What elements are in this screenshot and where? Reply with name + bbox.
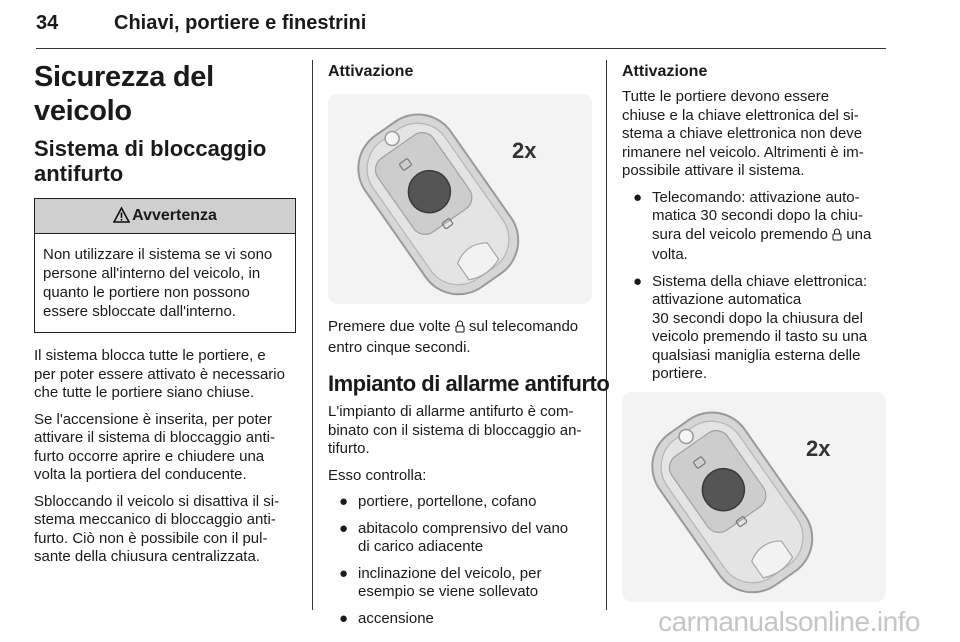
column-2 xyxy=(328,60,610,636)
section-title: Sicurezza del veicolo xyxy=(34,61,214,127)
controls-label: Esso controlla: xyxy=(328,466,427,484)
list-item xyxy=(328,610,592,629)
press-count-label: 2x xyxy=(512,138,537,163)
activation-caption xyxy=(328,318,592,357)
warning-triangle-icon xyxy=(113,202,130,236)
chapter-title: Chiavi, portiere e finestrini xyxy=(114,12,367,34)
alarm-intro: L'impianto di allarme antifurto è com- binato con il sistema di bloccaggio an- tifurto. xyxy=(328,403,582,457)
activation-intro: Tutte le portiere devono essere chiuse e la chiave elettronica del si- stema a chiave elettronica non deve rimanere nel veicolo. Altrimenti è im- possibile attivare il sistema. xyxy=(622,88,864,179)
bullet1-after: una volta. xyxy=(652,225,872,263)
list-item xyxy=(622,189,888,265)
caption-before: Premere due volte xyxy=(328,318,455,335)
warning-header xyxy=(35,199,295,234)
list-item-text: portiere, portellone, cofano xyxy=(358,493,537,510)
column-1 xyxy=(34,60,296,575)
key-fob-illustration xyxy=(328,94,592,304)
key-fob-illustration xyxy=(622,392,886,602)
warning-title: Avvertenza xyxy=(132,207,217,224)
activation-list xyxy=(622,189,888,384)
watermark: carmanualsonline.info xyxy=(658,606,920,637)
paragraph: Se l'accensione è inserita, per poter attivare il sistema di bloccaggio anti- furto occorre aprire e chiudere una volta la portiera del conducente. xyxy=(34,410,275,483)
bullet: ● xyxy=(339,609,349,627)
press-count-label: 2x xyxy=(806,435,831,461)
list-item xyxy=(328,520,592,557)
caption-after: sul telecomando entro cinque secondi. xyxy=(328,318,579,356)
warning-box xyxy=(34,198,296,333)
list-item-text: Sistema della chiave elettronica: attivazione automatica 30 secondi dopo la chiusura del veicolo premendo il tasto su una qualsiasi maniglia esterna delle portiere. xyxy=(652,272,868,382)
bullet: ● xyxy=(633,188,643,206)
lock-icon xyxy=(832,228,842,247)
lock-icon xyxy=(455,320,465,339)
list-item-text: inclinazione del veicolo, per esempio se viene sollevato xyxy=(358,564,542,600)
list-item xyxy=(328,565,592,602)
alarm-title: Impianto di allarme antifurto xyxy=(328,371,610,396)
list-item xyxy=(622,273,888,384)
header-rule xyxy=(36,48,886,49)
column-divider-2 xyxy=(606,60,607,610)
column-3 xyxy=(622,60,888,602)
column-divider-1 xyxy=(312,60,313,610)
warning-text: Non utilizzare il sistema se vi sono persone all'interno del veicolo, in quanto le portiere non possono essere sbloccate dall'interno. xyxy=(43,246,273,320)
activation-heading: Attivazione xyxy=(622,63,708,80)
bullet: ● xyxy=(339,519,349,537)
bullet1-before: Telecomando: attivazione auto- matica 30 secondi dopo la chiu- sura del veicolo premendo xyxy=(652,188,863,243)
key-fob-icon xyxy=(343,99,534,304)
controls-list xyxy=(328,493,592,628)
list-item-text: abitacolo comprensivo del vano di carico adiacente xyxy=(358,519,569,555)
list-item xyxy=(328,493,592,512)
bullet: ● xyxy=(339,564,349,582)
key-fob-icon xyxy=(637,396,828,601)
activation-heading: Attivazione xyxy=(328,63,414,80)
page-number: 34 xyxy=(36,12,59,34)
bullet: ● xyxy=(339,493,349,510)
page-header xyxy=(36,8,886,46)
list-item-text: accensione xyxy=(358,609,434,627)
paragraph: Il sistema blocca tutte le portiere, e per poter essere attivato è necessario che tutte le portiere siano chiuse. xyxy=(34,347,285,401)
bullet: ● xyxy=(633,272,643,290)
subsection-title: Sistema di bloccaggio antifurto xyxy=(34,136,267,186)
paragraph: Sbloccando il veicolo si disattiva il si- stema meccanico di bloccaggio anti- furto. Ciò non è possibile con il pul- sante della chiusura centralizzata. xyxy=(34,492,280,565)
